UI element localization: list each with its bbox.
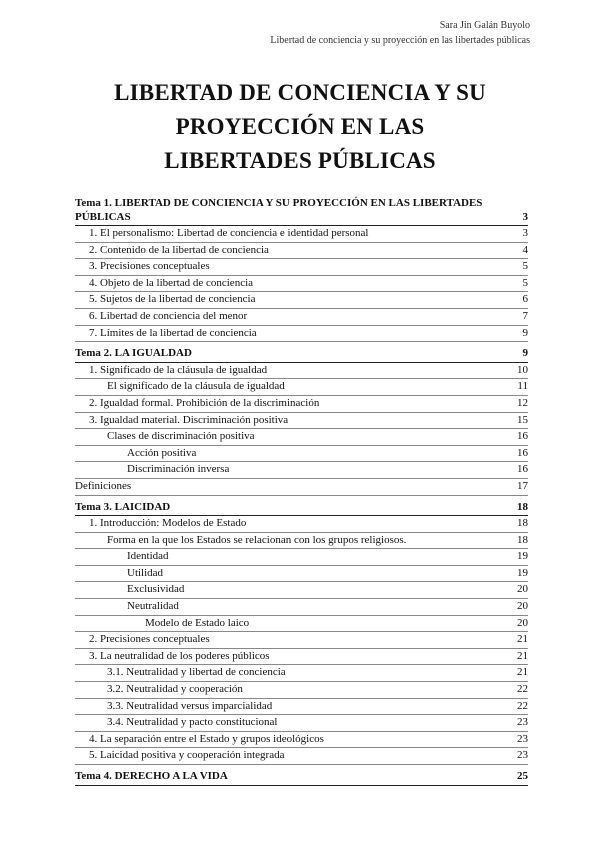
toc-entry[interactable] (75, 379, 528, 396)
toc-page-number: 18 (517, 500, 528, 513)
toc-entry[interactable] (75, 665, 528, 682)
toc-entry-text: 3.1. Neutralidad y libertad de conciencia (107, 666, 286, 679)
toc-page-number: 18 (517, 533, 528, 546)
toc-entry[interactable] (75, 429, 528, 446)
toc-page-number: 3 (522, 211, 528, 223)
toc-entry-text: Tema 4. DERECHO A LA VIDA (75, 770, 228, 782)
toc-page-number: 17 (517, 479, 528, 492)
toc-entry-text: 3.3. Neutralidad versus imparcialidad (107, 699, 273, 712)
toc-entry[interactable] (75, 566, 528, 583)
toc-page-number: 5 (522, 260, 528, 273)
toc-page-number: 15 (517, 413, 528, 426)
toc-entry[interactable] (75, 715, 528, 732)
toc-entry[interactable] (75, 549, 528, 566)
toc-entry-text: 4. Objeto de la libertad de conciencia (89, 276, 254, 289)
toc-entry-text: 3.4. Neutralidad y pacto constitucional (107, 716, 278, 729)
toc-entry-text: Clases de discriminación positiva (107, 430, 255, 443)
toc-entry-text: Forma en la que los Estados se relacionan con los grupos religiosos. (107, 533, 407, 546)
toc-entry[interactable] (75, 292, 528, 309)
toc-page-number: 23 (517, 732, 528, 745)
toc-page-number: 16 (517, 446, 528, 459)
toc-entry[interactable] (75, 446, 528, 463)
toc-entry-text: Neutralidad (127, 600, 179, 613)
toc-chapter-1[interactable] (75, 196, 528, 226)
toc-page-number: 16 (517, 463, 528, 476)
toc-entry[interactable] (75, 599, 528, 616)
toc-entry[interactable] (75, 748, 528, 765)
toc-entry-text: 6. Libertad de conciencia del menor (89, 309, 248, 322)
toc-page-number: 7 (522, 309, 528, 322)
title-line-2: PROYECCIÓN EN LAS (175, 114, 425, 139)
toc-page-number: 21 (517, 666, 528, 679)
toc-entry-text: 5. Laicidad positiva y cooperación integrada (89, 749, 285, 762)
toc-entry-text: El significado de la cláusula de igualdad (107, 380, 285, 393)
toc-page-number: 18 (517, 517, 528, 530)
toc-entry[interactable] (75, 396, 528, 413)
toc-page-number: 21 (517, 649, 528, 662)
header-author: Sara Jin Galán Buyolo (439, 20, 530, 31)
toc-page-number: 20 (517, 583, 528, 596)
toc-page-number: 9 (522, 326, 528, 339)
toc-page-number: 20 (517, 616, 528, 629)
toc-page-number: 20 (517, 600, 528, 613)
document-title (60, 76, 540, 178)
toc-entry[interactable] (75, 732, 528, 749)
toc-entry-text: 2. Contenido de la libertad de conciencia (89, 243, 269, 256)
toc-entry[interactable] (75, 276, 528, 293)
toc-entry[interactable] (75, 226, 528, 243)
toc-entry-text: Tema 2. LA IGUALDAD (75, 347, 192, 360)
toc-page-number: 21 (517, 633, 528, 646)
toc-page-number: 4 (522, 243, 528, 256)
toc-entry[interactable] (75, 363, 528, 380)
title-line-3: LIBERTADES PÚBLICAS (164, 148, 436, 173)
toc-entry-text: 3. La neutralidad de los poderes públicos (89, 649, 270, 662)
toc-page-number: 3 (522, 227, 528, 239)
toc-entry-text: 3. Precisiones conceptuales (89, 260, 210, 273)
toc-entry[interactable] (75, 309, 528, 326)
toc-entry-text: 3.2. Neutralidad y cooperación (107, 683, 243, 696)
toc-entry[interactable] (75, 516, 528, 533)
toc-entry[interactable] (75, 649, 528, 666)
toc-entry-text: Tema 3. LAICIDAD (75, 500, 171, 513)
toc-entry-text: 3. Igualdad material. Discriminación positiva (89, 413, 289, 426)
toc-page-number: 23 (517, 749, 528, 762)
toc-entry-text: Modelo de Estado laico (145, 616, 250, 629)
toc-entry[interactable] (75, 582, 528, 599)
toc-entry[interactable] (75, 632, 528, 649)
toc-page-number: 19 (517, 566, 528, 579)
toc-page-number: 6 (522, 293, 528, 306)
toc-entry-text: 2. Precisiones conceptuales (89, 633, 210, 646)
toc-entry-text: Tema 1. LIBERTAD DE CONCIENCIA Y SU PROYECCIÓN EN LAS LIBERTADES PÚBLICAS (75, 197, 483, 223)
toc-entry-text: 1. Significado de la cláusula de igualdad (89, 363, 268, 376)
running-header (270, 18, 530, 48)
toc-entry[interactable] (75, 243, 528, 260)
toc-entry-text: Utilidad (127, 566, 164, 579)
toc-entry-text: Discriminación inversa (127, 463, 230, 476)
toc-entry-text: Identidad (127, 550, 169, 563)
toc-page-number: 11 (517, 380, 528, 393)
toc-page-number: 23 (517, 716, 528, 729)
toc-entry[interactable] (75, 462, 528, 479)
toc-entry[interactable] (75, 413, 528, 430)
toc-page-number: 10 (517, 363, 528, 376)
toc-page-number: 5 (522, 276, 528, 289)
toc-entry[interactable] (75, 682, 528, 699)
toc-chapter-4[interactable] (75, 769, 528, 786)
toc-entry[interactable] (75, 479, 528, 496)
toc-chapter-2[interactable] (75, 346, 528, 363)
title-line-1: LIBERTAD DE CONCIENCIA Y SU (114, 80, 486, 105)
toc-entry-text: 4. La separación entre el Estado y grupos ideológicos (89, 732, 324, 745)
toc-entry[interactable] (75, 699, 528, 716)
toc-entry-text: Exclusividad (127, 583, 185, 596)
toc-page-number: 9 (522, 347, 528, 360)
table-of-contents (75, 196, 528, 786)
toc-entry[interactable] (75, 259, 528, 276)
toc-page-number: 22 (517, 683, 528, 696)
toc-entry-text: Definiciones (75, 479, 132, 492)
header-subtitle: Libertad de conciencia y su proyección en las libertades públicas (270, 35, 530, 46)
toc-entry[interactable] (75, 616, 528, 633)
toc-entry-text: 7. Límites de la libertad de conciencia (89, 326, 257, 339)
toc-page-number: 16 (517, 430, 528, 443)
toc-page-number: 12 (517, 396, 528, 409)
toc-entry[interactable] (75, 326, 528, 343)
toc-page-number: 22 (517, 699, 528, 712)
toc-page-number: 25 (517, 770, 528, 782)
toc-entry-text: 2. Igualdad formal. Prohibición de la discriminación (89, 396, 320, 409)
toc-entry-text: 5. Sujetos de la libertad de conciencia (89, 293, 256, 306)
toc-chapter-3[interactable] (75, 500, 528, 517)
toc-entry-text: 1. El personalismo: Libertad de conciencia e identidad personal (89, 227, 369, 239)
toc-entry-text: Acción positiva (127, 446, 197, 459)
toc-page-number: 19 (517, 550, 528, 563)
toc-entry-text: 1. Introducción: Modelos de Estado (89, 517, 247, 530)
toc-entry[interactable] (75, 533, 528, 550)
